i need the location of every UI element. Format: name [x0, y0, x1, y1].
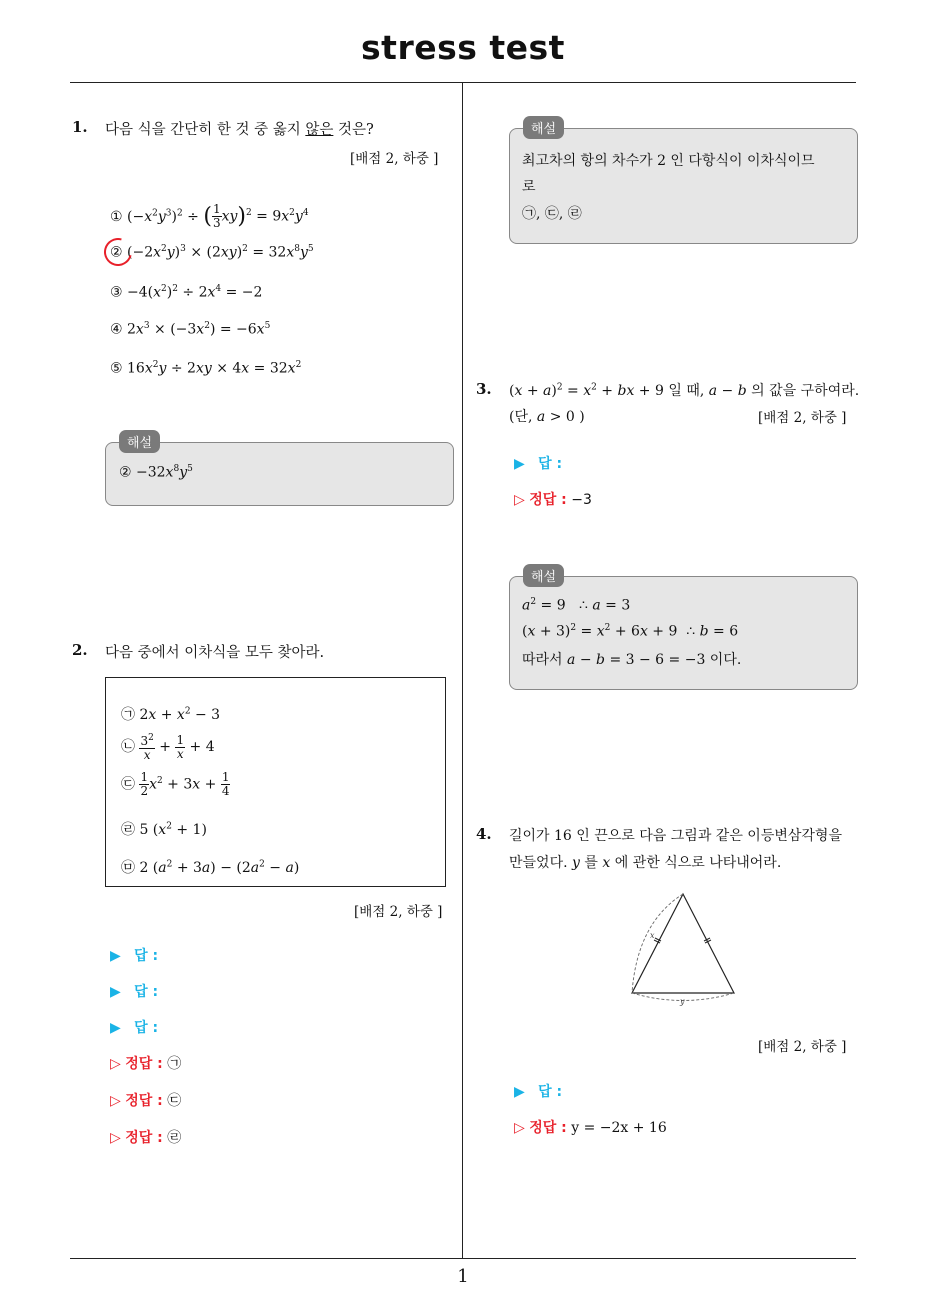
q2-answer-2-label: 답 :	[134, 984, 159, 1000]
q2-answer-1-label: 답 :	[134, 948, 159, 964]
q1-option-1-label: ① $(-x^2y^3)^2$ ÷	[110, 207, 204, 225]
q4-score: [배점 2, 하중 ]	[758, 1039, 847, 1055]
q2-item-1: ㉠ $2x + x^2 - 3$	[121, 706, 221, 723]
q2-correct-3: ▷ 정답 : ㉣	[110, 1130, 182, 1146]
q3-prompt: $(x + a)^2 = x^2$ + bx + 9 일 때, a − b 의 값을 구하여라.	[509, 382, 860, 399]
q2-solution-line3: ㉠, ㉢, ㉣	[522, 206, 582, 222]
q2-correct-3-value: ㉣	[167, 1130, 182, 1146]
q1-option-5: ⑤ $16x^2y \div 2xy \times 4x = 32x^2$	[110, 360, 302, 377]
q2-correct-1-label: 정답 :	[125, 1056, 163, 1072]
q3-correct-value: −3	[571, 492, 592, 508]
fig-x-label: x	[650, 931, 655, 940]
q4-answer: ▶ 답 :	[514, 1084, 563, 1100]
q3-solution-tag: 해설	[523, 564, 564, 587]
q2-correct-1: ▷ 정답 : ㉠	[110, 1056, 182, 1072]
q2-solution-line2: 로	[522, 179, 536, 195]
q1-number: 1.	[72, 118, 88, 136]
footer-divider	[70, 1258, 856, 1259]
q1-prompt-post: 것은?	[333, 122, 374, 138]
q1-solution-text: ② $-32x^8y^5$	[119, 464, 193, 481]
q3-answer-label: 답 :	[538, 456, 563, 472]
q1-answer-mark	[99, 233, 137, 271]
q4-triangle-figure	[622, 888, 746, 1010]
page-title: stress test	[361, 28, 565, 67]
page-number: 1	[457, 1266, 469, 1287]
q2-prompt: 다음 중에서 이차식을 모두 찾아라.	[105, 645, 325, 661]
q3-correct-label: 정답 :	[529, 492, 567, 508]
q2-item-4: ㉣ 5 $(x^2 + 1)$	[121, 821, 207, 838]
q4-answer-label: 답 :	[538, 1084, 563, 1100]
q1-option-4: ④ $2x^3 \times (-3x^2) = -6x^5$	[110, 321, 271, 338]
q4-prompt-line2: 만들었다. y 를 x 에 관한 식으로 나타내어라.	[509, 855, 782, 871]
q2-correct-2-label: 정답 :	[125, 1093, 163, 1109]
q3-condition: (단, a > 0 )	[509, 409, 585, 425]
q2-number: 2.	[72, 641, 88, 659]
q3-solution-line3: 따라서 a − b = 3 − 6 = −3 이다.	[522, 652, 742, 668]
q2-solution-tag: 해설	[523, 116, 564, 139]
q1-option-2: ② $(-2x^2y)^3 \times (2xy)^2 = 32x^8y^5$	[110, 244, 314, 261]
q1-option-3: ③ $-4(x^2)^2 \div 2x^4 = -2$	[110, 284, 263, 301]
q3-correct: ▷ 정답 : −3	[514, 492, 592, 508]
q4-number: 4.	[476, 825, 492, 843]
fig-y-label: y	[680, 997, 685, 1006]
q2-solution-box	[509, 128, 858, 244]
q4-correct-value: y = −2x + 16	[571, 1120, 667, 1136]
q2-answer-2: ▶ 답 :	[110, 984, 159, 1000]
q3-solution-line2: $(x + 3)^2 = x^2 + 6x + 9$ ∴ b = 6	[522, 623, 739, 640]
column-divider	[462, 83, 463, 1259]
isosceles-triangle	[632, 894, 734, 993]
q2-correct-3-label: 정답 :	[125, 1130, 163, 1146]
q4-correct-label: 정답 :	[529, 1120, 567, 1136]
q4-prompt-line1: 길이가 16 인 끈으로 다음 그림과 같은 이등변삼각형을	[509, 828, 842, 844]
q2-answer-3-label: 답 :	[134, 1020, 159, 1036]
q2-correct-2: ▷ 정답 : ㉢	[110, 1093, 182, 1109]
q1-solution-tag: 해설	[119, 430, 160, 453]
q1-option-1: ① $(-x^2y^3)^2$ ÷ ( $\frac{1}{3}$ $xy)^2 = 9x^2y^4$	[110, 202, 309, 230]
q4-correct: ▷ 정답 : y = −2x + 16	[514, 1120, 667, 1136]
q2-answer-1: ▶ 답 :	[110, 948, 159, 964]
q3-number: 3.	[476, 380, 492, 398]
q2-answer-3: ▶ 답 :	[110, 1020, 159, 1036]
q3-score: [배점 2, 하중 ]	[758, 410, 847, 426]
q2-score: [배점 2, 하중 ]	[354, 904, 443, 920]
header-divider	[70, 82, 856, 83]
q2-item-2: ㉡ $\frac{3^2}{x}$ + $\frac{1}{x}$ + 4	[121, 732, 215, 762]
q2-item-5: ㉤ 2 $(a^2 + 3a) - (2a^2 - a)$	[121, 859, 300, 876]
q1-score: [배점 2, 하중 ]	[350, 151, 439, 167]
q2-solution-line1: 최고차의 항의 차수가 2 인 다항식이 이차식이므	[522, 153, 815, 169]
q3-answer: ▶ 답 :	[514, 456, 563, 472]
q2-correct-2-value: ㉢	[167, 1093, 182, 1109]
q3-solution-line1: $a^2 = 9$ ∴ a = 3	[522, 597, 631, 614]
q2-correct-1-value: ㉠	[167, 1056, 182, 1072]
q1-prompt-underline: 않은	[305, 122, 334, 138]
q1-prompt-pre: 다음 식을 간단히 한 것 중 옳지	[105, 122, 306, 138]
q2-item-3: ㉢ $\frac{1}{2}$ $x^2 + 3x$ + $\frac{1}{4}$	[121, 770, 230, 798]
q1-prompt	[105, 118, 374, 139]
